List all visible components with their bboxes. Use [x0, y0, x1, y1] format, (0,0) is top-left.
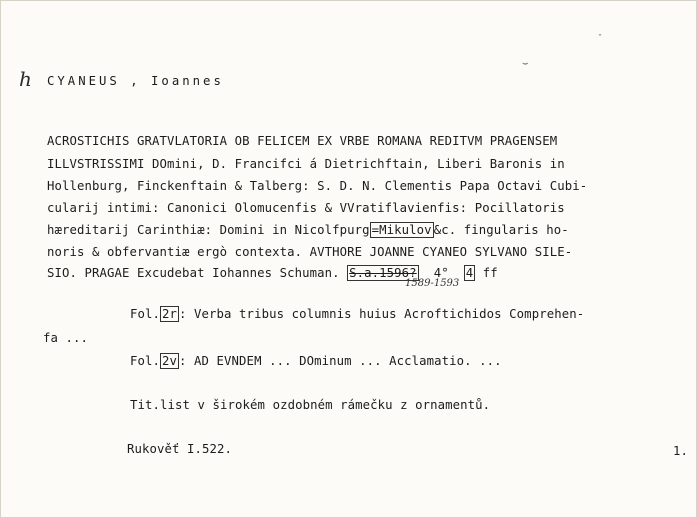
- title-page-note: Tit.list v širokém ozdobném rámečku z ornamentů.: [130, 398, 491, 412]
- fol-2-leaf: 2v: [162, 354, 178, 368]
- handwritten-years: 1589-1593: [405, 278, 460, 289]
- pages-box: 4: [465, 266, 474, 280]
- stray-mark: ⌣: [522, 58, 529, 69]
- title-line-6: noris & obfervantiæ ergò contexta. AVTHORE JOANNE CYANEO SYLVANO SILE-: [47, 245, 573, 259]
- fol-1-leaf: 2r: [162, 307, 178, 321]
- format: 4°: [433, 266, 449, 280]
- title-line-3: Hollenburg, Finckenftain & Talberg: S. D. N. Clementis Papa Octavi Cubi-: [47, 179, 588, 193]
- fol-2-text: : AD EVNDEM ... DOminum ... Acclamatio. ...: [179, 354, 502, 368]
- title-line-5-end: &c. fingularis ho-: [433, 223, 569, 237]
- fol-1-line: [130, 307, 584, 321]
- imprint-text: SIO. PRAGAE Excudebat Iohannes Schuman.: [47, 266, 340, 280]
- fol-1-prefix: Fol.: [130, 307, 161, 321]
- fol-2-prefix: Fol.: [130, 354, 161, 368]
- title-line-1: ACROSTICHIS GRATVLATORIA OB FELICEM EX VRBE ROMANA REDITVM PRAGENSEM: [47, 134, 558, 148]
- fol-1-text: : Verba tribus columnis huius Acroftichidos Comprehen-: [179, 307, 585, 321]
- fol-1-continuation: fa ...: [43, 331, 89, 345]
- handwritten-mark: h: [19, 67, 32, 91]
- card-number: 1.: [673, 444, 689, 458]
- fol-2-line: [130, 354, 502, 368]
- title-line-2: ILLVSTRISSIMI DOmini, D. Francifci á Dietrichftain, Liberi Baronis in: [47, 157, 565, 171]
- stray-dot: ·: [597, 30, 604, 41]
- title-line-5-start: hæreditarij Carinthiæ: Domini in Nicolfpurg: [47, 223, 370, 237]
- ff-label: ff: [482, 266, 498, 280]
- shelfmark: Rukověť I.522.: [127, 442, 233, 456]
- title-line-5: [47, 223, 569, 237]
- title-line-4: cularij intimi: Canonici Olomucenfis & VVratiflavienfis: Pocillatoris: [47, 201, 565, 215]
- author-heading: CYANEUS , Ioannes: [47, 74, 224, 88]
- struck-date-box: S.a.1596?: [349, 266, 417, 280]
- place-box: =Mikulov: [371, 223, 432, 237]
